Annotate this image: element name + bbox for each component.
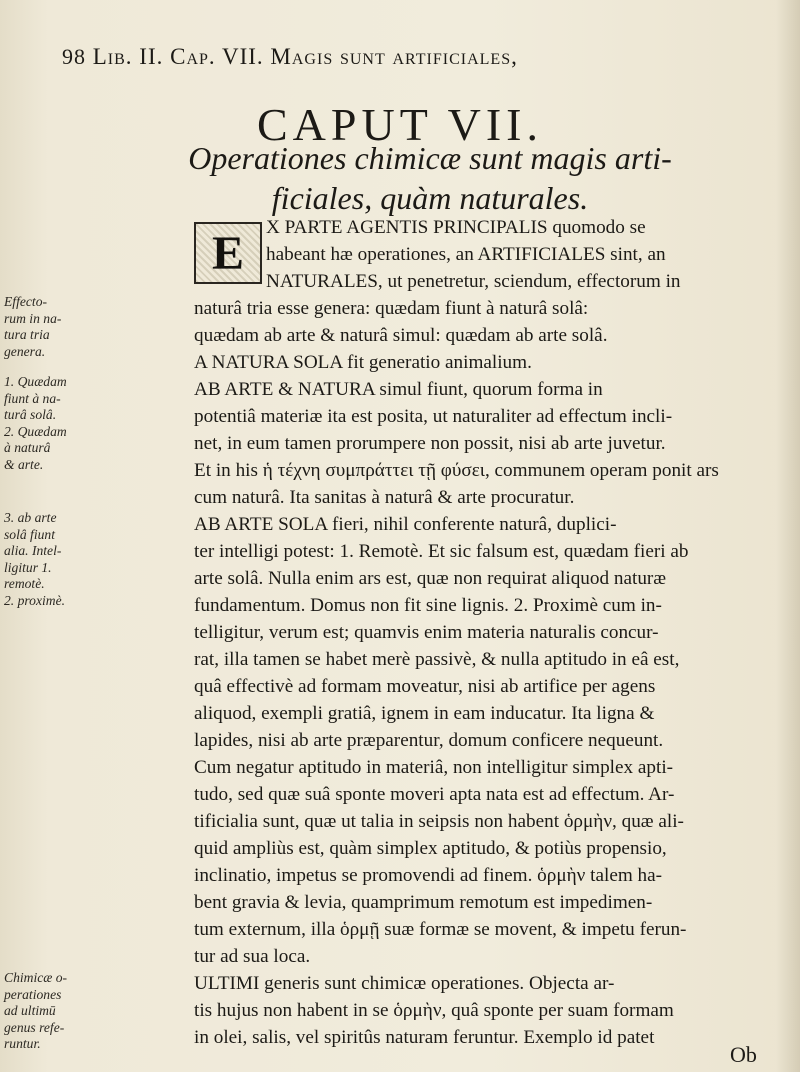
body-line: A NATURA SOLA fit generatio animalium.: [194, 352, 532, 373]
body-line: X PARTE AGENTIS PRINCIPALIS quomodo se: [266, 217, 646, 238]
body-line: AB ARTE & NATURA simul fiunt, quorum forma in: [194, 379, 603, 400]
body-line: rat, illa tamen se habet merè passivè, & nulla aptitudo in eâ est,: [194, 649, 680, 670]
body-line: tificialia sunt, quæ ut talia in seipsis non habent ὁρμὴν, quæ ali-: [194, 811, 684, 832]
body-line: tum externum, illa ὁρμῇ suæ formæ se movent, & impetu ferun-: [194, 919, 687, 940]
page-number: 98: [62, 44, 86, 69]
body-line: Cum negatur aptitudo in materiâ, non intelligitur simplex apti-: [194, 757, 674, 778]
body-text: [194, 214, 786, 1051]
body-line: tis hujus non habent in se ὁρμὴν, quâ sponte per suam formam: [194, 1000, 674, 1021]
body-line: fundamentum. Domus non fit sine lignis. 2. Proximè cum in-: [194, 595, 662, 616]
body-line: tur ad sua loca.: [194, 946, 311, 967]
body-line: AB ARTE SOLA fieri, nihil conferente naturâ, duplici-: [194, 514, 617, 535]
decorated-initial: E: [194, 222, 262, 284]
catchword: Ob: [730, 1042, 757, 1067]
body-line: lapides, nisi ab arte præparentur, domum conficere nequeunt.: [194, 730, 664, 751]
body-line: quid ampliùs est, quàm simplex aptitudo, & potiùs propensio,: [194, 838, 667, 859]
body-line: naturâ tria esse genera: quædam fiunt à naturâ solâ:: [194, 298, 589, 319]
page-edge-shadow: [776, 0, 800, 1072]
body-line: Et in his ἡ τέχνη συμπράττει τῇ φύσει, communem operam ponit ars: [194, 460, 719, 481]
body-line: bent gravia & levia, quamprimum remotum est impedimen-: [194, 892, 653, 913]
body-line: potentiâ materiæ ita est posita, ut naturaliter ad effectum incli-: [194, 406, 673, 427]
body-line: arte solâ. Nulla enim ars est, quæ non requirat aliquod naturæ: [194, 568, 667, 589]
body-line: inclinatio, impetus se promovendi ad finem. ὁρμὴν talem ha-: [194, 865, 663, 886]
chapter-subtitle-line-2: ficiales, quàm naturales.: [271, 180, 589, 216]
body-line: ULTIMI generis sunt chimicæ operationes. Objecta ar-: [194, 973, 615, 994]
body-line: ter intelligi potest: 1. Remotè. Et sic falsum est, quædam fieri ab: [194, 541, 689, 562]
margin-note: 3. ab arte solâ fiunt alia. Intel- ligitur 1. remotè. 2. proximè.: [4, 510, 66, 608]
margin-note: Effecto- rum in na- tura tria genera.: [4, 294, 62, 359]
body-line: cum naturâ. Ita sanitas à naturâ & arte procuratur.: [194, 487, 575, 508]
body-line: habeant hæ operationes, an ARTIFICIALES sint, an: [266, 244, 666, 265]
body-line: in olei, salis, vel spiritûs naturam feruntur. Exemplo id patet: [194, 1027, 655, 1048]
chapter-subtitle-line-1: Operationes chimicæ sunt magis arti-: [188, 140, 672, 176]
margin-note: 1. Quædam fiunt à na- turâ solâ. 2. Quædam à naturâ & arte.: [4, 374, 67, 472]
running-head-text: Lib. II. Cap. VII. Magis sunt artificiales,: [92, 44, 518, 69]
body-line: aliquod, exempli gratiâ, ignem in eam inducatur. Ita ligna &: [194, 703, 655, 724]
chapter-title: CAPUT VII.: [257, 99, 543, 150]
body-line: quâ effectivè ad formam moveatur, nisi ab artifice per agens: [194, 676, 656, 697]
body-line: net, in eum tamen prorumpere non possit, nisi ab arte juvetur.: [194, 433, 666, 454]
margin-note: Chimicæ o- perationes ad ultimū genus refe- runtur.: [4, 970, 68, 1051]
body-line: tudo, sed quæ suâ sponte moveri apta nata est ad effectum. Ar-: [194, 784, 675, 805]
body-line: NATURALES, ut penetretur, sciendum, effectorum in: [266, 271, 681, 292]
body-line: telligitur, verum est; quamvis enim materia naturalis concur-: [194, 622, 659, 643]
running-head: [62, 44, 782, 70]
body-line: quædam ab arte & naturâ simul: quædam ab arte solâ.: [194, 325, 608, 346]
